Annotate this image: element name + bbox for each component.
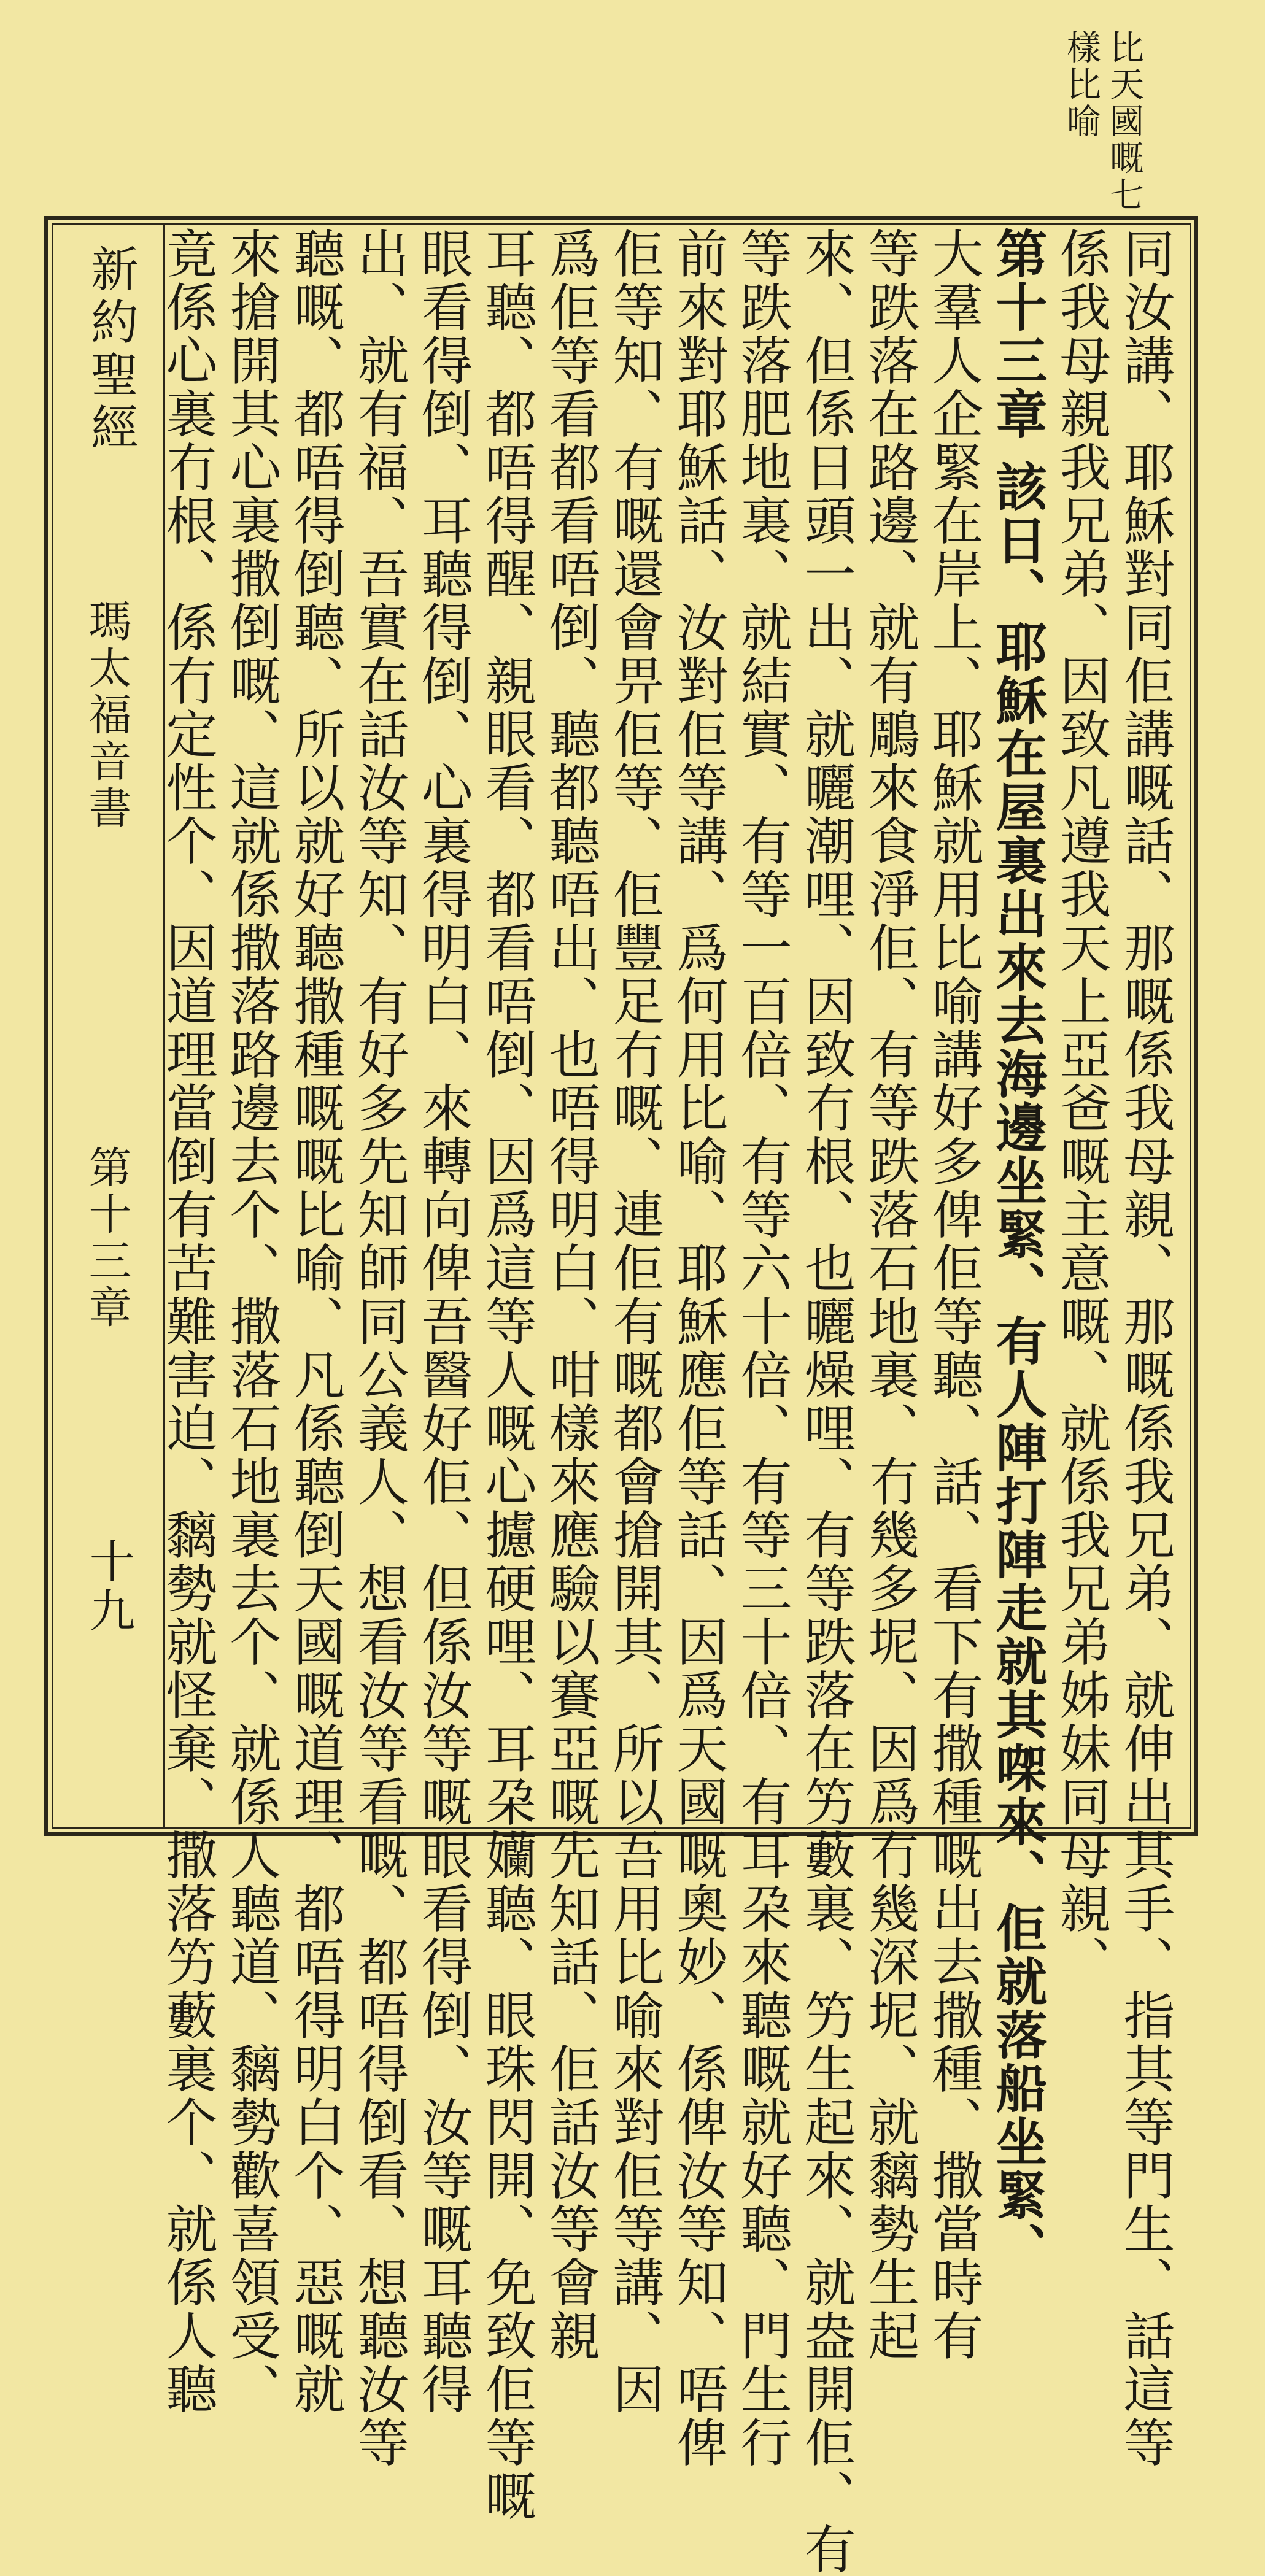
margin-note-line: 比天國嘅七 bbox=[1104, 29, 1144, 214]
text-column: 係我母親我兄弟、因致凡遵我天上亞爸嘅主意嘅、就係我兄弟姊妹同母親、 bbox=[1051, 227, 1112, 1989]
page-number: 十九 bbox=[82, 1538, 135, 1636]
text-column: 爲佢等看都看唔倒、聽都聽唔出、也唔得明白、咁樣來應驗以賽亞嘅先知話、佢話汝等會親 bbox=[541, 227, 601, 2362]
scripture-text bbox=[158, 227, 1177, 2576]
margin-note bbox=[1059, 29, 1145, 214]
text-column: 來、但係日頭一出、就曬潮哩、因致冇根、也曬燥哩、有等跌落在竻藪裏、竻生起來、就盎開佢、有 bbox=[796, 227, 856, 2576]
text-column: 聽嘅、都唔得倒聽、所以就好聽撒種嘅嘅比喻、凡係聽倒天國嘅道理、都唔得明白个、惡嘅就 bbox=[285, 227, 346, 2416]
text-frame-inner bbox=[52, 223, 1191, 2576]
margin-note-line: 樣比喻 bbox=[1061, 29, 1101, 140]
book-title: 瑪太福音書 bbox=[82, 599, 132, 832]
text-frame bbox=[44, 216, 1198, 2576]
text-column: 出、就有福、吾實在話汝等知、有好多先知師同公義人、想看汝等看嘅、都唔得倒看、想聽汝等 bbox=[349, 227, 409, 2469]
bible-title: 新約聖經 bbox=[83, 244, 138, 455]
text-column: 同汝講、耶穌對同佢講嘅話、那嘅係我母親、那嘅係我兄弟、就伸出其手、指其等門生、話這等 bbox=[1115, 227, 1175, 2469]
text-column: 佢等知、有嘅還會畀佢等、佢豐足冇嘅、連佢有嘅都會搶開其、所以吾用比喻來對佢等講、因 bbox=[605, 227, 665, 2416]
text-column: 大羣人企緊在岸上、耶穌就用比喻講好多俾佢等聽、話、看下有撒種嘅出去撒種、撒當時有 bbox=[924, 227, 984, 2362]
text-column: 等跌落在路邊、就有鵰來食淨佢、有等跌落石地裏、冇幾多坭、因爲冇幾深坭、就黐勢生起 bbox=[860, 227, 920, 2362]
chapter-label: 第十三章 bbox=[82, 1145, 132, 1332]
chapter-heading-column: 第十三章 該日、耶穌在屋裏出來去海邊坐緊、有人陣打陣走就其㗎來、佢就落船坐緊、 bbox=[988, 227, 1048, 2276]
text-column: 眼看得倒、耳聽得倒、心裏得明白、來轉向俾吾醫好佢、但係汝等嘅眼看得倒、汝等嘅耳聽得 bbox=[413, 227, 473, 2416]
text-column: 竟係心裏冇根、係冇定性个、因道理當倒有苦難害迫、黐勢就怪棄、撒落竻藪裏个、就係人聽 bbox=[158, 227, 218, 2416]
running-title-column bbox=[53, 225, 165, 1827]
text-column: 前來對耶穌話、汝對佢等講、爲何用比喻、耶穌應佢等話、因爲天國嘅奧妙、係俾汝等知、唔俾 bbox=[668, 227, 729, 2469]
text-column: 來搶開其心裏撒倒嘅、這就係撒落路邊去个、撒落石地裏去个、就係人聽道、黐勢歡喜領受、 bbox=[222, 227, 282, 2416]
text-column: 耳聽、都唔得醒、親眼看、都看唔倒、因爲這等人嘅心攄硬哩、耳朶孏聽、眼珠閃開、免致佢等嘅 bbox=[477, 227, 537, 2523]
text-column: 等跌落肥地裏、就結實、有等一百倍、有等六十倍、有等三十倍、有耳朶來聽嘅就好聽、門生行 bbox=[732, 227, 792, 2469]
